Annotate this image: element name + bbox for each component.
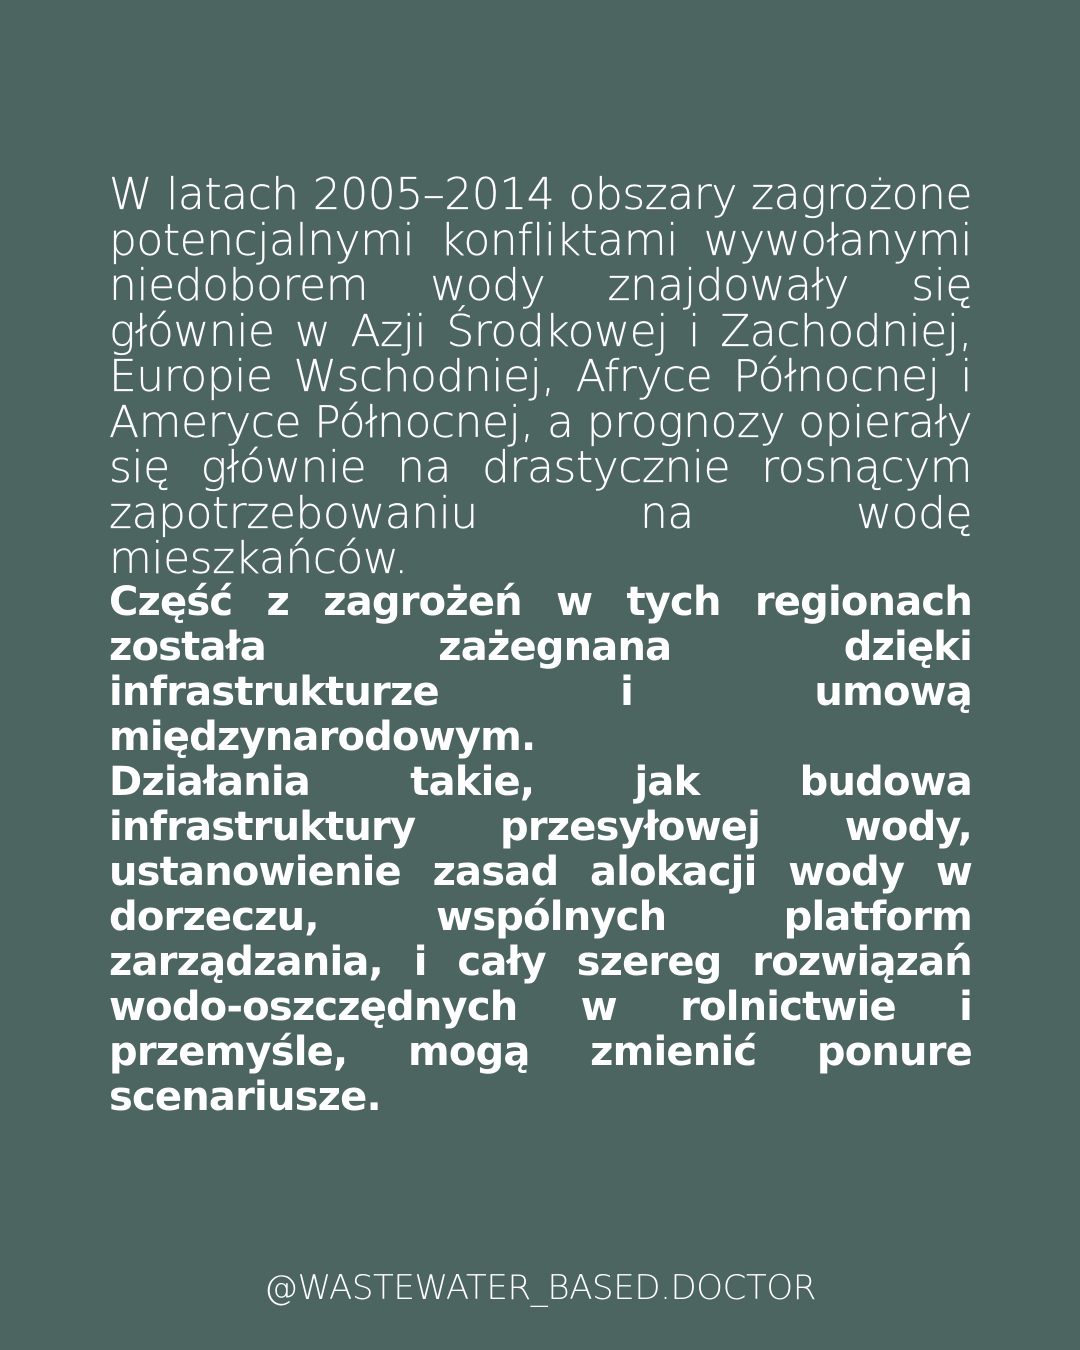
account-handle: @WASTEWATER_BASED.DOCTOR xyxy=(264,1268,816,1308)
emphasis-paragraph: Część z zagrożeń w tych regionach została zażegnana dzięki infrastrukturze i umową międzynarodowym. xyxy=(109,579,972,760)
intro-paragraph: W latach 2005–2014 obszary zagrożone potencjalnymi konfliktami wywołanymi niedoborem wody znajdowały się głównie w Azji Środkowej i Zachodniej, Europie Wschodniej, Afryce Północnej i Ameryce Północnej, a prognozy opierały się głównie na drastycznie rosnącym zapotrzebowaniu na wodę mieszkańców. xyxy=(109,169,972,584)
actions-paragraph: Działania takie, jak budowa infrastruktury przesyłowej wody, ustanowienie zasad alokacji wody w dorzeczu, wspólnych platform zarządzania, i cały szereg rozwiązań wodo-oszczędnych w rolnictwie i przemyśle, mogą zmienić ponure scenariusze. xyxy=(109,759,972,1120)
